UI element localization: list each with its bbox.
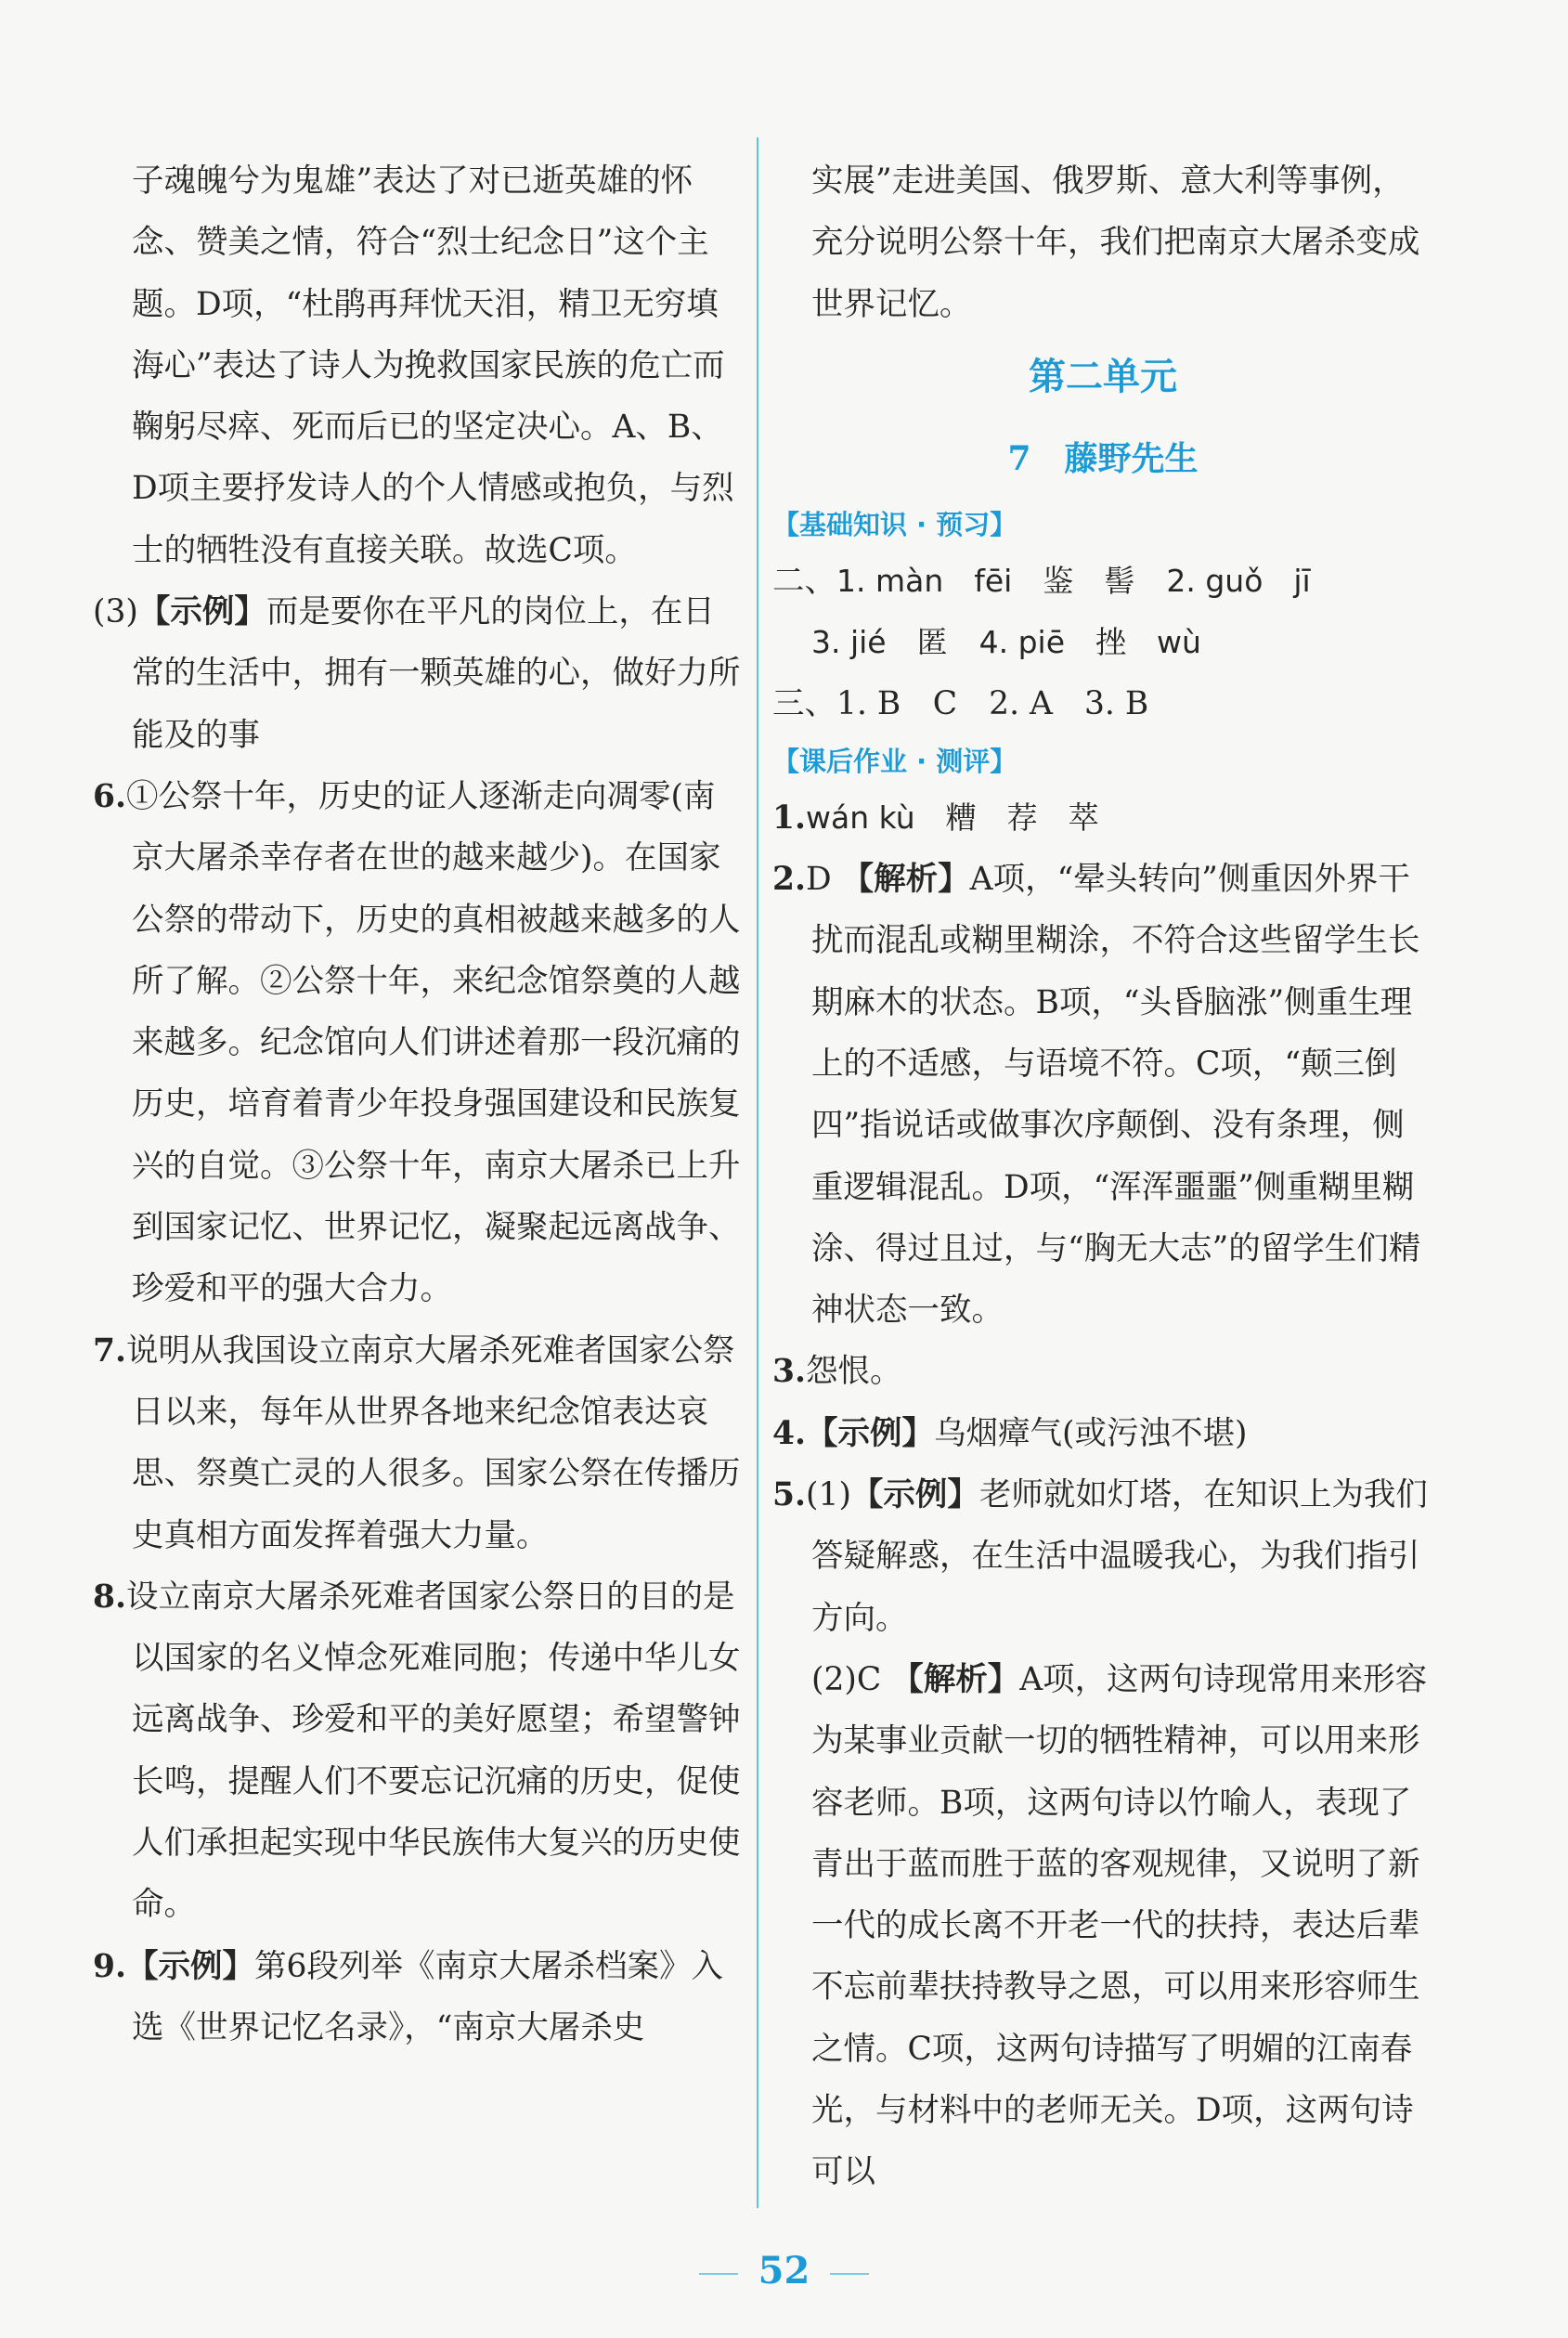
left-column xyxy=(93,150,743,2059)
sub-label: (2)C xyxy=(811,1660,882,1698)
answer-item: 2. A xyxy=(989,685,1053,723)
homework-1 xyxy=(772,787,1433,849)
question-number: 9. xyxy=(93,1947,127,1985)
sub-label: (3) xyxy=(93,593,138,631)
row-label: 二、 xyxy=(772,562,836,600)
right-column xyxy=(772,150,1433,2203)
question-number: 2. xyxy=(772,861,807,899)
example-tag: 【示例】 xyxy=(806,1414,935,1452)
section-heading-homework: 【课后作业 · 测评】 xyxy=(772,745,1017,777)
answer-text: A项，这两句诗现常用来形容为某事业贡献一切的牺牲精神，可以用来形容老师。B项，这两句诗以竹喻人，表现了青出于蓝而胜于蓝的客观规律，又说明了新一代的成长离不开老一代的扶持，表达后辈不忘前辈扶持教导之恩，可以用来形容师生之情。C项，这两句诗描写了明媚的江南春光，与材料中的老师无关。D项，这两句诗可以 xyxy=(811,1660,1428,2191)
example-tag: 【示例】 xyxy=(126,1947,255,1985)
homework-5-sub-2 xyxy=(772,1649,1433,2203)
answer-item: 3. B xyxy=(1083,685,1149,723)
example-tag: 【示例】 xyxy=(137,593,266,631)
answer-item: 1. B C xyxy=(836,685,958,723)
answer-text: A项，“晕头转向”侧重因外界干扰而混乱或糊里糊涂，不符合这些留学生长期麻木的状态。B项，“头昏脑涨”侧重生理上的不适感，与语境不符。C项，“颠三倒四”指说话或做事次序颠倒、没有条理，侧重逻辑混乱。D项，“浑浑噩噩”侧重糊里糊涂、得过且过，与“胸无大志”的留学生们精神状态一致。 xyxy=(811,861,1421,1330)
homework-2 xyxy=(772,849,1433,1341)
page-number: 52 xyxy=(758,2249,810,2293)
page-footer xyxy=(0,2249,1568,2293)
sub-label: (1) xyxy=(806,1476,851,1514)
question-8 xyxy=(93,1566,743,1936)
answer-text: 设立南京大屠杀死难者国家公祭日的目的是以国家的名义悼念死难同胞；传递中华儿女远离战争、珍爱和平的美好愿望；希望警钟长鸣，提醒人们不要忘记沉痛的历史，促使人们承担起实现中华民族伟大复兴的历史使命。 xyxy=(126,1578,741,1924)
answer-sub-3 xyxy=(93,581,743,766)
question-number: 8. xyxy=(93,1578,127,1616)
unit-title: 第二单元 xyxy=(1029,355,1177,398)
answer-row-er xyxy=(772,551,1433,612)
example-tag: 【示例】 xyxy=(850,1476,979,1514)
question-number: 5. xyxy=(772,1476,807,1514)
homework-3 xyxy=(772,1341,1433,1402)
question-7 xyxy=(93,1320,743,1566)
question-number: 7. xyxy=(93,1331,127,1370)
homework-4 xyxy=(772,1403,1433,1464)
question-number: 1. xyxy=(772,799,807,837)
answer-text: ①公祭十年，历史的证人逐渐走向凋零(南京大屠杀幸存者在世的越来越少)。在国家公祭的带动下，历史的真相被越来越多的人所了解。②公祭十年，来纪念馆祭奠的人越来越多。纪念馆向人们讲述着那一段沉痛的历史，培育着青少年投身强国建设和民族复兴的自觉。③公祭十年，南京大屠杀已上升到国家记忆、世界记忆，凝聚起远离战争、珍爱和平的强大合力。 xyxy=(126,777,741,1308)
section-heading-preview: 【基础知识 · 预习】 xyxy=(772,508,1017,540)
answer-row-san xyxy=(772,673,1433,734)
answer-text: wán kù 糟 荐 萃 xyxy=(806,799,1099,836)
question-6 xyxy=(93,766,743,1320)
answer-text: 说明从我国设立南京大屠杀死难者国家公祭日以来，每年从世界各地来纪念馆表达哀思、祭奠亡灵的人很多。国家公祭在传播历史真相方面发挥着强大力量。 xyxy=(126,1331,741,1554)
answer-item: 3. jié 匿 xyxy=(811,624,948,661)
answer-item: 4. piē 挫 wù xyxy=(978,624,1201,661)
question-number: 3. xyxy=(772,1353,807,1391)
answer-text: 乌烟瘴气(或污浊不堪) xyxy=(934,1414,1248,1452)
row-label: 三、 xyxy=(772,685,836,723)
continued-paragraph: 实展”走进美国、俄罗斯、意大利等事例，充分说明公祭十年，我们把南京大屠杀变成世界记忆。 xyxy=(811,162,1420,323)
analysis-tag: 【解析】 xyxy=(891,1660,1020,1698)
analysis-tag: 【解析】 xyxy=(841,861,970,899)
answer-text: 而是要你在平凡的岗位上，在日常的生活中，拥有一颗英雄的心，做好力所能及的事 xyxy=(132,593,741,754)
question-number: 4. xyxy=(772,1414,807,1452)
answer-paragraph: 子魂魄兮为鬼雄”表达了对已逝英雄的怀念、赞美之情，符合“烈士纪念日”这个主题。D项，“杜鹃再拜忧天泪，精卫无穷填海心”表达了诗人为挽救国家民族的危亡而鞠躬尽瘁、死而后已的坚定决心。A、B、D项主要抒发诗人的个人情感或抱负，与烈士的牺牲没有直接关联。故选C项。 xyxy=(132,162,734,569)
column-divider xyxy=(757,137,758,2208)
answer-text: 怨恨。 xyxy=(806,1353,902,1391)
question-9 xyxy=(93,1936,743,2059)
answer-choice: D xyxy=(806,861,832,899)
answer-row-er-2 xyxy=(772,612,1433,673)
answer-text: 老师就如灯塔，在知识上为我们答疑解惑，在生活中温暖我心，为我们指引方向。 xyxy=(811,1476,1428,1637)
footer-dash-left xyxy=(699,2273,738,2275)
lesson-title: 7 藤野先生 xyxy=(1007,438,1199,478)
answer-text: 第6段列举《南京大屠杀档案》入选《世界记忆名录》，“南京大屠杀史 xyxy=(132,1947,723,2046)
footer-dash-right xyxy=(830,2273,869,2275)
question-number: 6. xyxy=(93,777,127,815)
answer-item: 1. màn fēi 鉴 髻 xyxy=(836,562,1135,599)
homework-5 xyxy=(772,1464,1433,1649)
answer-item: 2. guǒ jī xyxy=(1166,562,1311,599)
